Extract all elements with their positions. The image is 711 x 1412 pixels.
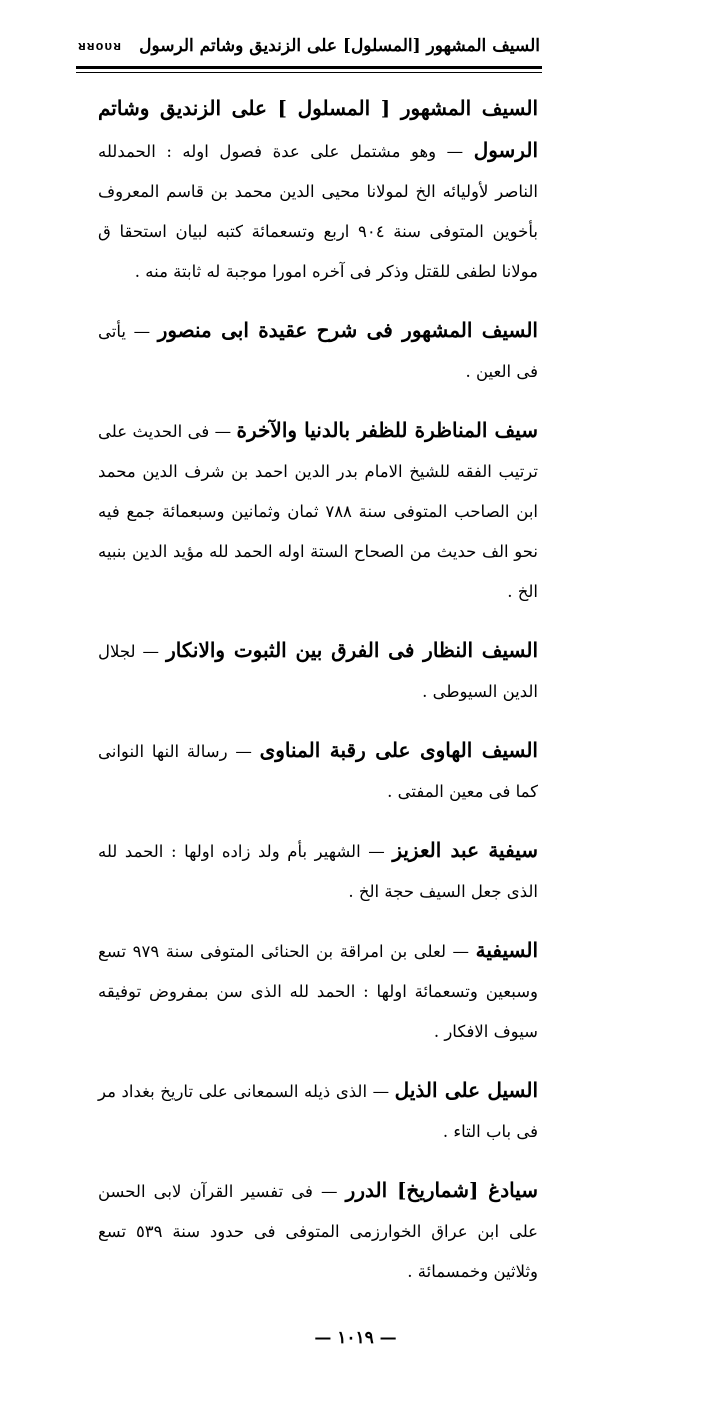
header-rule xyxy=(76,66,542,69)
entry-text: — لجلال الدين السيوطى . xyxy=(98,642,538,701)
entry-headword: السيل على الذيل xyxy=(394,1078,539,1102)
entry-text: — فى تفسير القرآن لابى الحسن على ابن عراق الخوارزمى المتوفى فى حدود سنة ٥٣٩ تسع وثلاثين وخمسمائة . xyxy=(98,1182,539,1281)
header-title: السيف المشهور [المسلول] على الزنديق وشاتم الرسول xyxy=(139,36,540,56)
entry-text: — وهو مشتمل على عدة فصول اوله : الحمدلله الناصر لأوليائه الخ لمولانا محيى الدين محمد بن قاسم المعروف بأخوين المتوفى سنة ٩٠٤ اربع وتسعمائة كتبه لبيان استحقا ق مولانا لطفى للقتل وذكر فى آخره امورا موجبة له ثابتة منه . xyxy=(98,142,538,281)
header-code: ᴚᴚᴏᴜᴚ xyxy=(78,38,123,54)
page-number: — ١٠١٩ — xyxy=(314,1328,397,1348)
entry xyxy=(98,930,538,1052)
entry xyxy=(98,1170,538,1292)
entry xyxy=(98,630,538,712)
entry xyxy=(98,410,538,612)
entry-text: — رسالة النها النوانى كما فى معين المفتى . xyxy=(98,742,538,801)
entry-headword: سيفية عبد العزيز xyxy=(392,838,538,862)
entry-text: — لعلى بن امراقة بن الحنائى المتوفى سنة ٩٧٩ تسع وسبعين وتسعمائة اولها : الحمد لله الذى سن بمفروض توفيقه سيوف الافكار . xyxy=(98,942,538,1041)
entry xyxy=(98,88,538,292)
entry-headword: السيف المشهور [ المسلول ] على الزنديق وشاتم الرسول xyxy=(98,96,538,162)
entry-text: — يأتى فى العين . xyxy=(98,322,538,381)
entry-headword: السيف النظار فى الفرق بين الثبوت والانكار xyxy=(166,638,538,662)
entry-headword: السيف المشهور فى شرح عقيدة ابى منصور xyxy=(157,318,538,342)
entry-headword: سيف المناظرة للظفر بالدنيا والآخرة xyxy=(236,418,538,442)
entry xyxy=(98,830,538,912)
entry-text: — فى الحديث على ترتيب الفقه للشيخ الامام بدر الدين احمد بن شرف الدين محمد ابن الصاحب المتوفى سنة ٧٨٨ ثمان وثمانين وسبعمائة جمع فيه نحو الف حديث من الصحاح الستة اوله الحمد لله مؤيد الدين بنبيه الخ . xyxy=(98,422,539,601)
entry xyxy=(98,1070,538,1152)
entry xyxy=(98,730,538,812)
entry-text: — الذى ذيله السمعانى على تاريخ بغداد مر فى باب التاء . xyxy=(98,1082,538,1141)
header-rule-thin xyxy=(76,72,542,73)
entry-headword: السيف الهاوى على رقبة المناوى xyxy=(259,738,538,762)
entries-column xyxy=(98,88,538,1292)
entry-headword: السيفية xyxy=(475,938,538,962)
entry-text: — الشهير بأم ولد زاده اولها : الحمد لله الذى جعل السيف حجة الخ . xyxy=(98,842,538,901)
entry-headword: سيادغ [شماريخ] الدرر xyxy=(345,1178,538,1202)
entry xyxy=(98,310,538,392)
running-header xyxy=(78,30,540,62)
